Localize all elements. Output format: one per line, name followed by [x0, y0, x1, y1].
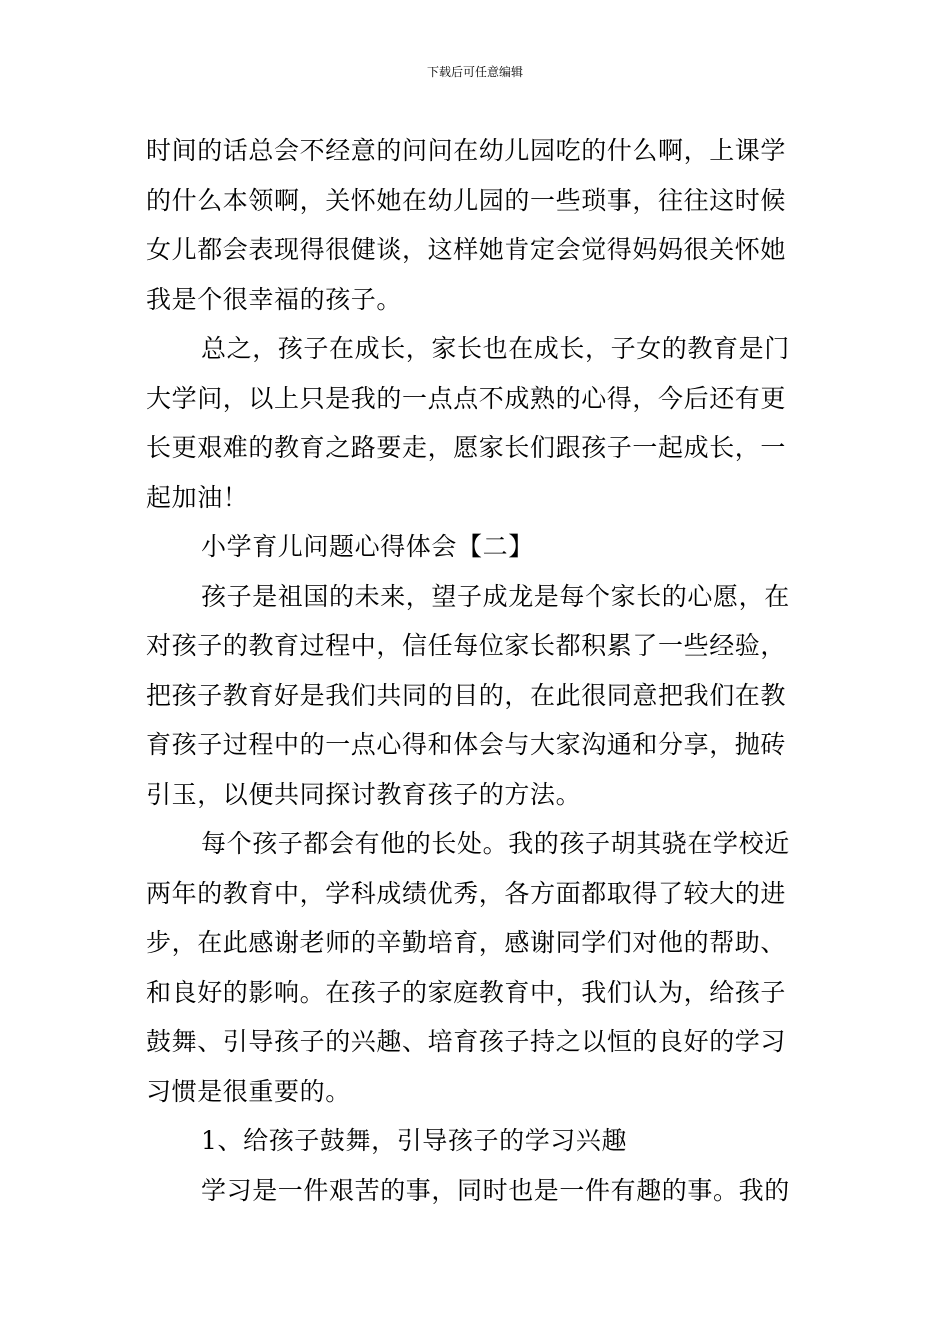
- paragraph-first-line: 每个孩子都会有他的长处。我的孩子胡其骁在学校近: [201, 829, 790, 858]
- text-line: 起加油！: [146, 482, 249, 512]
- text-line: 育孩子过程中的一点心得和体会与大家沟通和分享，抛砖: [146, 730, 787, 759]
- text-line: 鼓舞、引导孩子的兴趣、培育孩子持之以恒的良好的学习: [146, 1027, 787, 1056]
- subsection-heading: 1、给孩子鼓舞，引导孩子的学习兴趣: [201, 1126, 628, 1155]
- text-line: 步，在此感谢老师的辛勤培育，感谢同学们对他的帮助、: [146, 928, 787, 957]
- text-line: 把孩子教育好是我们共同的目的，在此很同意把我们在教: [146, 680, 787, 710]
- paragraph-first-line: 总之，孩子在成长，家长也在成长，子女的教育是门: [201, 334, 790, 363]
- text-line: 时间的话总会不经意的问问在幼儿园吃的什么啊，上课学: [146, 136, 787, 165]
- text-line: 长更艰难的教育之路要走，愿家长们跟孩子一起成长，一: [146, 433, 787, 462]
- text-line: 大学问，以上只是我的一点点不成熟的心得，今后还有更: [146, 383, 787, 413]
- paragraph-first-line: 孩子是祖国的未来，望子成龙是每个家长的心愿，在: [201, 581, 790, 611]
- text-line: 我是个很幸福的孩子。: [146, 284, 403, 314]
- text-line: 的什么本领啊，关怀她在幼儿园的一些琐事，往往这时候: [146, 185, 787, 215]
- document-body: [146, 126, 806, 1215]
- text-line: 女儿都会表现得很健谈，这样她肯定会觉得妈妈很关怀她: [146, 235, 787, 264]
- section-heading: 小学育儿问题心得体会【二】: [201, 532, 534, 561]
- paragraph-first-line: 学习是一件艰苦的事，同时也是一件有趣的事。我的: [201, 1175, 790, 1205]
- text-line: 和良好的影响。在孩子的家庭教育中，我们认为，给孩子: [146, 977, 787, 1007]
- text-line: 引玉，以便共同探讨教育孩子的方法。: [146, 779, 582, 809]
- text-line: 两年的教育中，学科成绩优秀，各方面都取得了较大的进: [146, 878, 787, 908]
- text-line: 习惯是很重要的。: [146, 1076, 351, 1106]
- text-line: 对孩子的教育过程中，信任每位家长都积累了一些经验，: [146, 631, 787, 660]
- page-header: 下载后可任意编辑: [426, 65, 523, 79]
